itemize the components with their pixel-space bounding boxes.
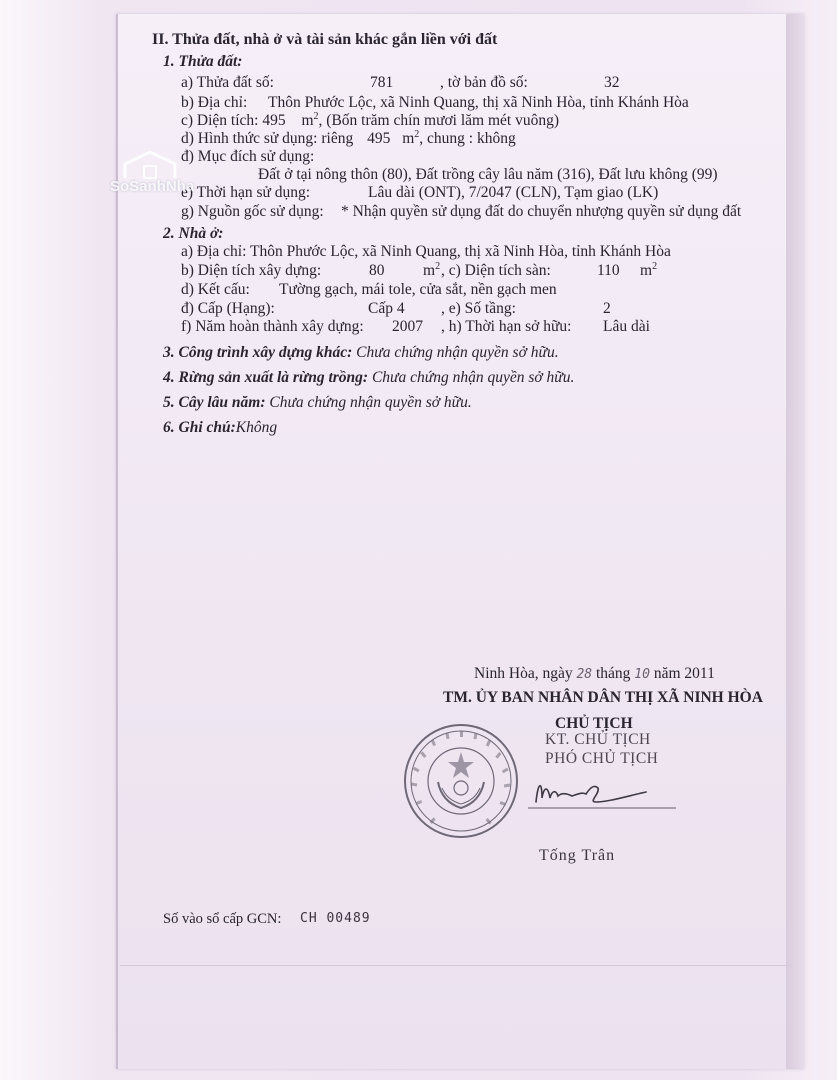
page-edge [786,14,804,1069]
land-address-label: b) Địa chỉ: [181,94,248,111]
land-purpose-value: Đất ở tại nông thôn (80), Đất trồng cây lâu năm (316), Đất lưu không (99) [258,166,718,183]
land-parcel-number: 781 [370,74,394,91]
house-grade-label: đ) Cấp (Hạng): [181,300,275,317]
handwritten-signature [528,772,678,812]
land-term-label: e) Thời hạn sử dụng: [181,184,311,201]
land-usage-private-area: 495 [367,130,391,147]
watermark-house-icon [120,150,180,180]
land-usage-shared: , chung : không [419,130,516,147]
house-floor-area-unit: $m^2$ [640,261,658,279]
date-month-label: tháng [595,665,631,682]
house-completed-label: f) Năm hoàn thành xây dựng: [181,318,364,335]
notes-value: Không [235,419,278,436]
date-month: 10 [634,667,650,682]
perennial-trees-heading: 5. Cây lâu năm: [163,394,266,411]
place-date-line [474,665,715,684]
house-floors-label: , e) Số tầng: [441,300,516,317]
house-floor-area-label: , c) Diện tích sàn: [441,262,551,279]
notes-heading: 6. Ghi chú: [163,419,236,436]
house-heading: 2. Nhà ở: [163,225,224,242]
house-structure-value: Tường gạch, mái tole, cửa sắt, nền gạch men [279,281,557,298]
house-grade-value: Cấp 4 [368,300,405,317]
official-seal-icon [402,722,520,840]
house-build-area-unit: $m^2$ [423,261,441,279]
production-forest-heading: 4. Rừng sản xuất là rừng trồng: [163,369,369,386]
house-completed-value: 2007 [392,318,423,335]
house-floors-value: 2 [603,300,611,317]
house-structure-label: d) Kết cấu: [181,281,250,298]
page-fold-line [120,965,790,966]
land-area-row [181,112,559,130]
house-floor-area-value: 110 [597,262,620,279]
perennial-trees-row [163,394,472,412]
registry-label: Số vào sổ cấp GCN: [163,911,282,927]
house-build-area-label: b) Diện tích xây dựng: [181,262,322,279]
house-ownership-term-label: , h) Thời hạn sở hữu: [441,318,572,335]
deputy-prefix: KT. CHỦ TỊCH [545,731,651,748]
production-forest-row [163,369,574,387]
production-forest-value: Chưa chứng nhận quyền sở hữu. [371,369,575,386]
vice-chair-title: PHÓ CHỦ TỊCH [545,750,659,767]
date-day: 28 [576,667,593,682]
house-ownership-term-value: Lâu dài [603,318,650,335]
land-origin-label: g) Nguồn gốc sử dụng: [181,203,324,220]
notes-row [163,419,277,437]
land-map-label: , tờ bản đồ số: [440,74,528,91]
land-usage-form-label: d) Hình thức sử dụng: riêng [181,130,354,147]
land-map-number: 32 [604,74,620,91]
land-term-value: Lâu dài (ONT), 7/2047 (CLN), Tạm giao (LK) [368,184,659,201]
land-origin-value: * Nhận quyền sử dụng đất do chuyển nhượng quyền sử dụng đất [341,203,742,220]
chair-title: CHỦ TỊCH [555,715,633,732]
land-purpose-label: đ) Mục đích sử dụng: [181,148,315,165]
signer-name: Tống Trân [539,847,616,864]
committee-title: TM. ỦY BAN NHÂN DÂN THỊ XÃ NINH HÒA [443,689,763,706]
land-usage-unit: $m^2$ [402,129,420,147]
land-area-label: c) Diện tích: 495 [181,112,286,129]
section-title: II. Thửa đất, nhà ở và tài sản khác gắn liền với đất [152,31,498,48]
other-construction-heading: 3. Công trình xây dựng khác: [163,344,353,361]
perennial-trees-value: Chưa chứng nhận quyền sở hữu. [269,394,472,411]
land-heading: 1. Thửa đất: [163,53,243,70]
other-construction-value: Chưa chứng nhận quyền sở hữu. [356,344,559,361]
place-date-prefix: Ninh Hòa, ngày [474,665,573,682]
land-usage-form-row [181,130,516,148]
land-parcel-label: a) Thửa đất số: [181,74,274,91]
watermark-text: SoSanhNha [110,178,195,195]
house-build-area-value: 80 [369,262,385,279]
land-area-unit: $m^2$ [301,111,319,129]
date-year: năm 2011 [653,665,715,682]
other-construction-row [163,344,559,362]
land-area-words: , (Bốn trăm chín mươi lăm mét vuông) [318,112,559,129]
registry-number: CH 00489 [300,911,371,926]
house-address: a) Địa chỉ: Thôn Phước Lộc, xã Ninh Quang, thị xã Ninh Hòa, tỉnh Khánh Hòa [181,243,671,260]
land-address: Thôn Phước Lộc, xã Ninh Quang, thị xã Ninh Hòa, tỉnh Khánh Hòa [268,94,689,111]
